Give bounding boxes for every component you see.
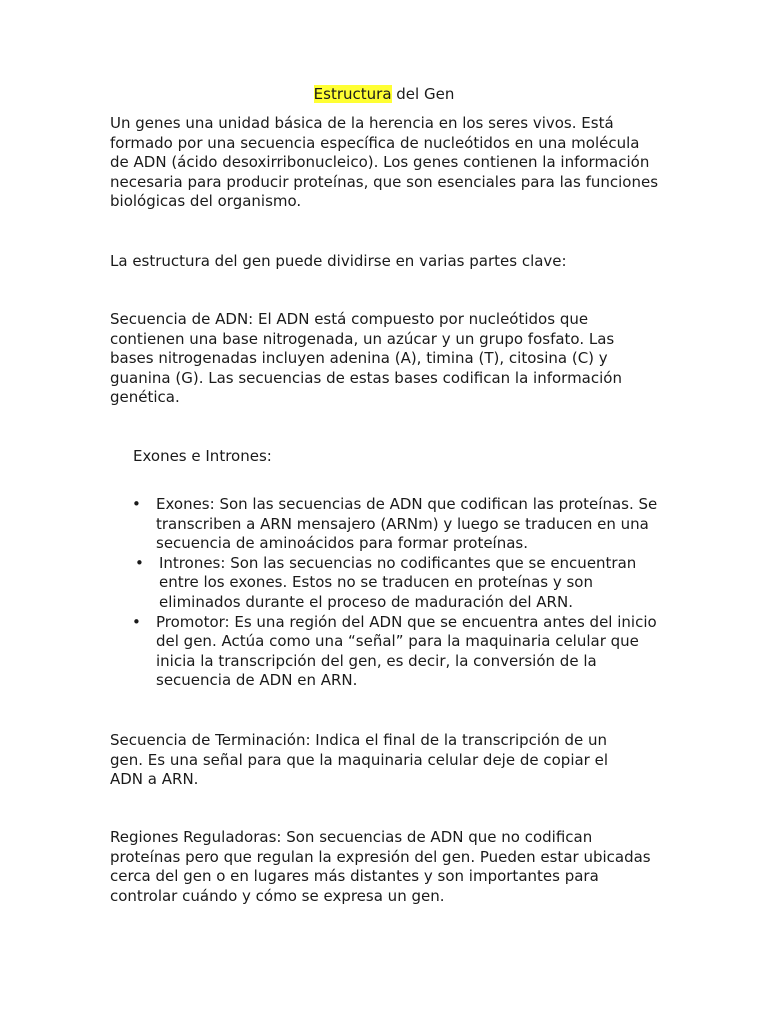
exons-introns-heading: Exones e Intrones:: [133, 447, 272, 465]
document-title: [0, 85, 768, 105]
title-highlight: Estructura: [313, 85, 392, 103]
regulatory-paragraph: Regiones Reguladoras: Son secuencias de ADN que no codifican proteínas pero que regulan la expresión del gen. Pueden estar ubicadas cerca del gen o en lugares más distantes y son importantes para controlar cuándo y cómo se expresa un gen.: [110, 828, 651, 905]
list-item-text: Exones: Son las secuencias de ADN que codifican las proteínas. Se transcriben a ARN mensajero (ARNm) y luego se traducen en una secuencia de aminoácidos para formar proteínas.: [156, 495, 658, 553]
gene-parts-list: [130, 495, 670, 691]
list-item: [130, 554, 670, 613]
bullet-icon: •: [132, 612, 141, 631]
list-item: [130, 495, 670, 554]
list-item: [130, 613, 670, 691]
list-item-text: Intrones: Son las secuencias no codificantes que se encuentran entre los exones. Estos no se traducen en proteínas y son eliminados durante el proceso de maduración del ARN.: [159, 553, 637, 611]
dna-sequence-paragraph: Secuencia de ADN: El ADN está compuesto por nucleótidos que contienen una base nitrogenada, un azúcar y un grupo fosfato. Las bases nitrogenadas incluyen adenina (A), timina (T), citosina (C) y guanina (G). Las secuencias de estas bases codifican la información genética.: [110, 310, 622, 407]
bullet-icon: •: [132, 495, 141, 513]
structure-intro-paragraph: La estructura del gen puede dividirse en varias partes clave:: [110, 252, 567, 270]
title-rest: del Gen: [391, 85, 455, 103]
termination-paragraph: Secuencia de Terminación: Indica el final de la transcripción de un gen. Es una señal para que la maquinaria celular deje de copiar el ADN a ARN.: [110, 731, 609, 789]
intro-paragraph: Un genes una unidad básica de la herencia en los seres vivos. Está formado por una secuencia específica de nucleótidos en una molécula de ADN (ácido desoxirribonucleico). Los genes contienen la información necesaria para producir proteínas, que son esenciales para las funciones biológicas del organismo.: [110, 114, 659, 211]
bullet-icon: •: [135, 553, 144, 572]
list-item-text: Promotor: Es una región del ADN que se encuentra antes del inicio del gen. Actúa como una “señal” para la maquinaria celular que inicia la transcripción del gen, es decir, la conversión de la secuencia de ADN en ARN.: [156, 612, 657, 690]
